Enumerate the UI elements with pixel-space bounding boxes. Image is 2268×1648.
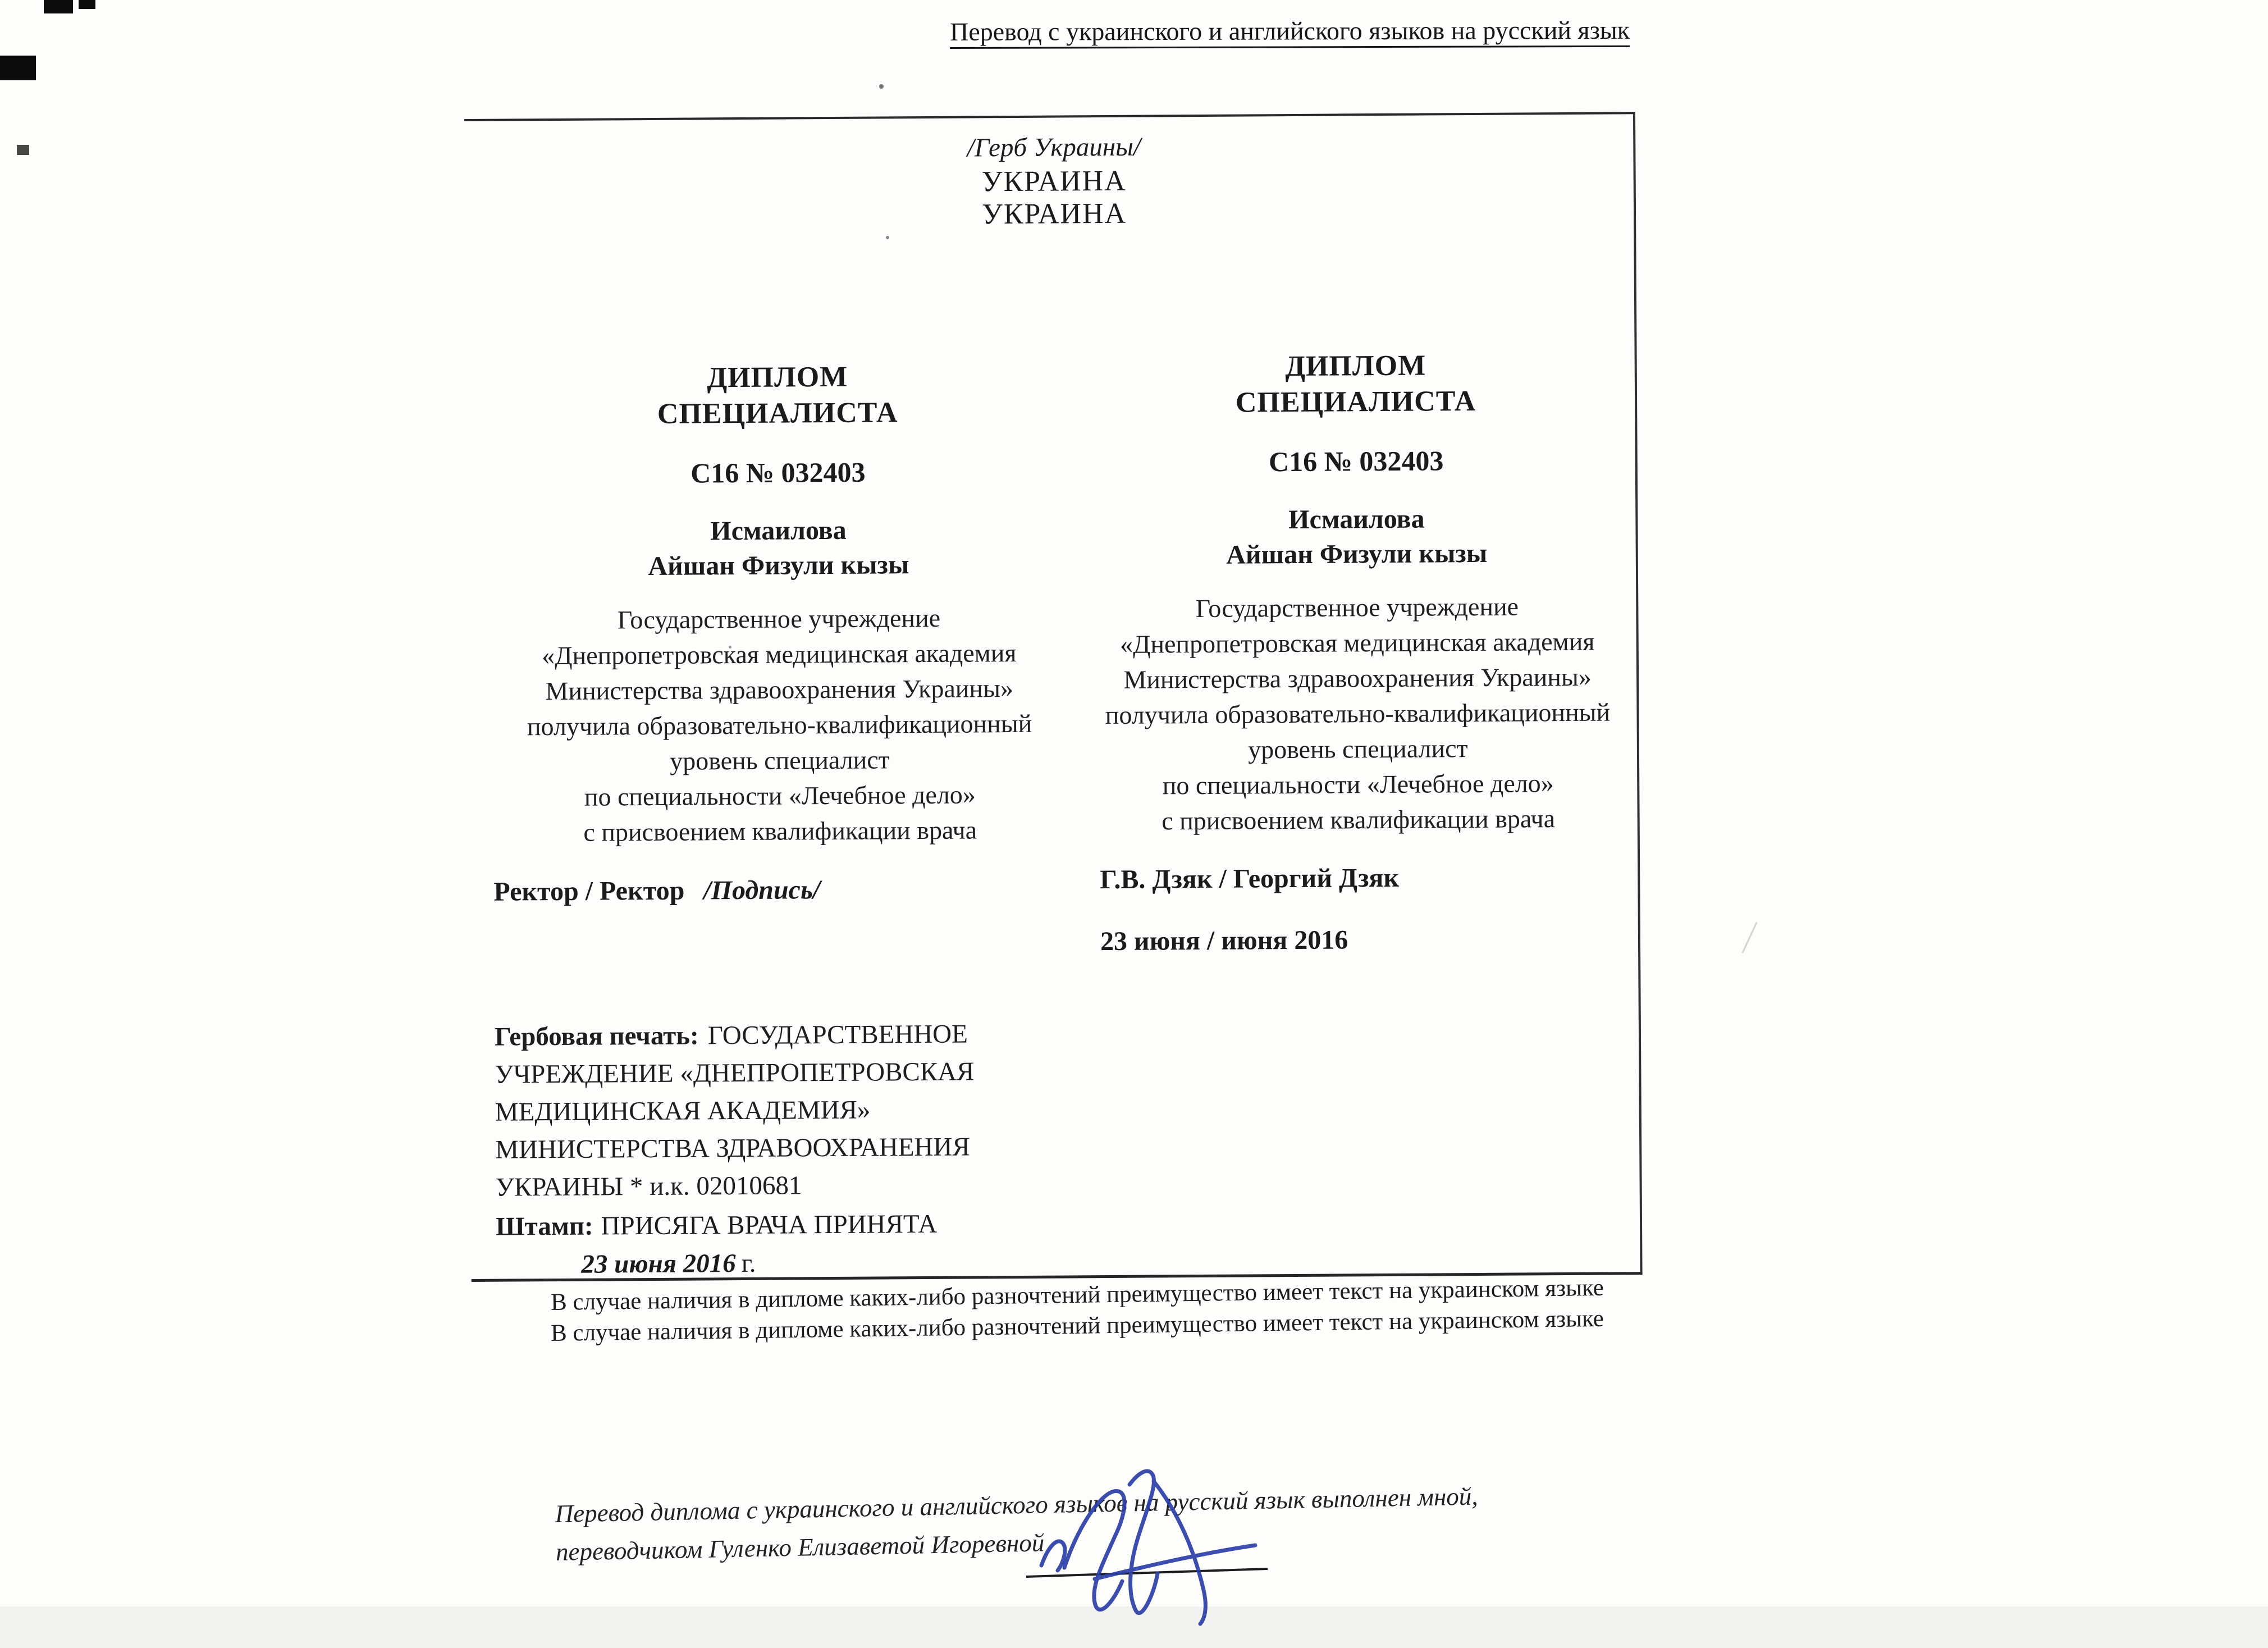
diploma-title-line: ДИПЛОМ [707,360,848,394]
discrepancy-notice: В случае наличия в дипломе каких-либо разночтений преимущество имеет текст на украинском языке [550,1305,1604,1346]
signature-placeholder: /Подпись/ [703,875,821,906]
seal-line [495,1015,1034,1056]
translation-header: Перевод с украинского и английского языков на русский язык [950,15,1630,46]
seal-line: УКРАИНЫ * и.к. 02010681 [495,1171,802,1202]
scan-artifact [44,0,73,13]
translator-statement-line: переводчиком Гуленко Елизаветой Игоревной [555,1528,1045,1566]
seal-transcription [495,1015,1035,1207]
diploma-title [1083,346,1629,422]
scan-artifact [17,145,29,155]
diploma-body-line: получила образовательно-квалификационный [527,709,1032,741]
diploma-body-line: «Днепропетровская медицинская академия [1119,627,1595,659]
seal-text: ГОСУДАРСТВЕННОЕ [707,1019,968,1051]
diploma-body-line: по специальности «Лечебное дело» [584,780,976,811]
holder-given-names: Айшан Физули кызы [648,550,909,582]
stamp-date-suffix: г. [741,1248,756,1279]
holder-name [506,512,1051,585]
diploma-number: С16 № 032403 [1268,445,1444,478]
diploma-body [506,600,1053,851]
diploma-body-line: «Днепропетровская медицинская академия [541,638,1017,670]
country-name: УКРАИНА [981,165,1127,198]
diploma-body-line: Государственное учреждение [1195,592,1519,623]
rector-signature-row [493,874,820,907]
seal-line: МЕДИЦИНСКАЯ АКАДЕМИЯ» [495,1095,871,1127]
scan-streak [1741,922,1757,953]
diploma-body-line: с присвоением квалификации врача [583,815,977,847]
stamp-transcription [496,1207,938,1282]
diploma-column-right [1082,106,1626,836]
scan-artifact [0,56,36,80]
stamp-label: Штамп: [495,1211,593,1241]
diploma-title-line: СПЕЦИАЛИСТА [1235,385,1476,419]
rector-name: Г.В. Дзяк / Георгий Дзяк [1100,862,1400,895]
holder-surname: Исмаилова [1288,504,1425,535]
holder-surname: Исмаилова [710,515,847,546]
diploma-column-left [504,118,1048,847]
diploma-body-line: по специальности «Лечебное дело» [1162,769,1554,800]
handwritten-signature [1010,1460,1325,1645]
coat-of-arms-label: /Герб Украины/ [967,132,1141,163]
diploma-body-line: с присвоением квалификации врача [1162,804,1556,836]
diploma-number: С16 № 032403 [691,456,866,489]
scan-artifact [79,0,95,9]
discrepancy-notice: В случае наличия в дипломе каких-либо разночтений преимущество имеет текст на украинском языке [550,1274,1604,1316]
country-name: УКРАИНА [981,197,1127,231]
diploma-body-line: Министерства здравоохранения Украины» [1123,662,1592,694]
seal-line: УЧРЕЖДЕНИЕ «ДНЕПРОПЕТРОВСКАЯ [495,1057,975,1089]
diploma-body-line: уровень специалист [670,745,890,775]
stamp-date: 23 июня 2016 [581,1249,736,1279]
diploma-body-line: Министерства здравоохранения Украины» [545,674,1014,706]
diploma-title [505,358,1050,433]
diploma-body-line: получила образовательно-квалификационный [1105,697,1611,730]
signature-ink [1010,1460,1325,1645]
seal-label: Гербовая печать: [494,1021,699,1052]
signature-rule-line [1026,1569,1268,1577]
issue-date: 23 июня / июня 2016 [1100,925,1348,957]
diploma-title-line: СПЕЦИАЛИСТА [657,396,898,430]
scan-speck [879,84,884,89]
diploma-title-line: ДИПЛОМ [1285,349,1426,383]
document-frame [464,112,1643,1282]
translator-statement-line: Перевод диплома с украинского и английского языков на русский язык выполнен мной, [555,1482,1478,1528]
diploma-body [1085,588,1631,839]
diploma-body-line: Государственное учреждение [617,603,941,634]
holder-given-names: Айшан Физули кызы [1226,538,1488,570]
seal-line: МИНИСТЕРСТВА ЗДРАВООХРАНЕНИЯ [495,1132,970,1165]
stamp-text: ПРИСЯГА ВРАЧА ПРИНЯТА [601,1209,938,1241]
rector-label: Ректор / Ректор [493,875,685,907]
stamp-date-line [581,1245,938,1282]
stamp-line [496,1207,938,1244]
holder-name [1084,500,1629,573]
diploma-body-line: уровень специалист [1247,734,1468,764]
